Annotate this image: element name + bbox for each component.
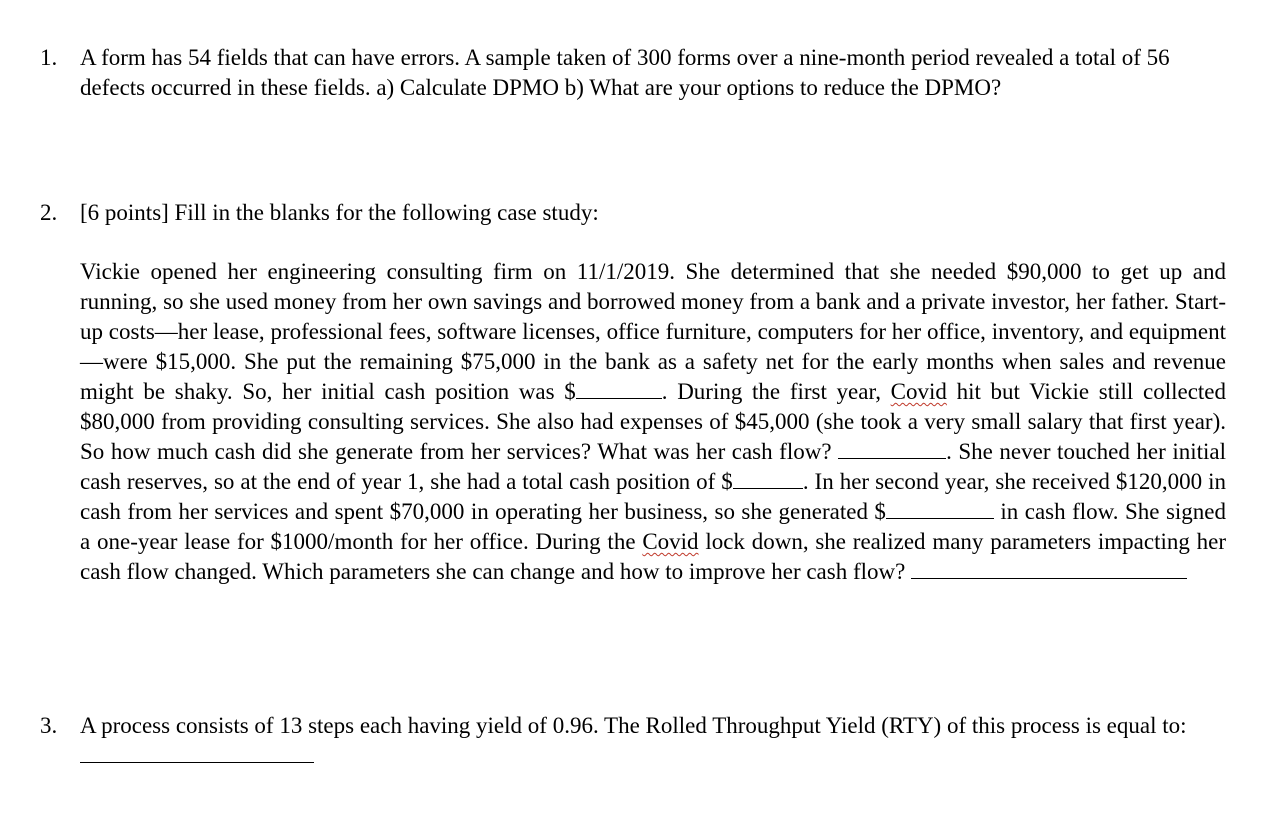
question-3-number: 3. [40, 713, 58, 738]
case-study-text-1: Vickie opened her engineering consulting firm on 11/1/2019. She determined that she needed $90,000 to get up and running, so she used money from her own savings and borrowed money from a bank and a private investor, her father. Start-up costs—her lease, professional fees, software licenses, office furniture, computers for her office, inventory, and equipment—were $15,000. She put the remaining $75,000 in the bank as a safety net for the early months when sales and revenue might be shaky. So, her initial cash position was $ [80, 259, 1226, 404]
blank-rty-answer[interactable] [80, 741, 314, 763]
case-study-text-5: . In her second year, she received $120,000 in cash from her services and spent $70,000 in operating her business, so she generated $ [80, 469, 1226, 524]
question-3-prompt: A process consists of 13 steps each having yield of 0.96. The Rolled Throughput Yield (RTY) of this process is equal to: [80, 713, 1187, 738]
case-study-text-4: . She never touched her initial cash reserves, so at the end of year 1, she had a total cash position of $ [80, 439, 1226, 494]
question-1-text: A form has 54 fields that can have errors. A sample taken of 300 forms over a nine-month period revealed a total of 56 defects occurred in these fields. a) Calculate DPMO b) What are your options to reduce the DPMO? [80, 45, 1170, 100]
question-2-number: 2. [40, 200, 58, 225]
blank-initial-cash[interactable] [576, 377, 662, 399]
question-2-header: [6 points] Fill in the blanks for the following case study: [80, 200, 599, 225]
blank-year2-cash-flow[interactable] [886, 497, 994, 519]
case-study-text-3: hit but Vickie still collected $80,000 from providing consulting services. She also had expenses of $45,000 (she took a very small salary that first year). So how much cash did she generate from her services? What was her cash flow? [80, 379, 1226, 464]
case-study-text-2: . During the first year, [661, 379, 891, 404]
question-3-text [80, 711, 1240, 771]
blank-cash-flow[interactable] [838, 437, 946, 459]
question-3 [40, 711, 1240, 771]
spellcheck-word-covid: Covid [642, 529, 699, 554]
question-2 [40, 198, 1240, 587]
question-1 [40, 43, 1240, 103]
case-study-text-6: in cash flow. She signed a one-year lease for $1000/month for her office. During the [80, 499, 1226, 554]
question-1-number: 1. [40, 45, 58, 70]
case-study-paragraph [80, 257, 1226, 587]
spellcheck-word-covid: Covid [890, 379, 947, 404]
case-study-text-7: lock down, she realized many parameters impacting her cash flow changed. Which parameters she can change and how to improve her cash flow? [80, 529, 1227, 584]
blank-year1-cash-position[interactable] [733, 467, 803, 489]
blank-improve-cash-flow[interactable] [911, 557, 1187, 579]
